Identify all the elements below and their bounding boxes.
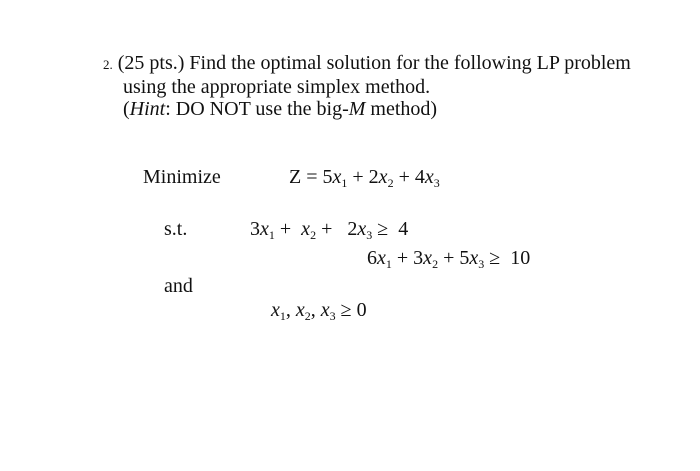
problem-line-2: using the appropriate simplex method. bbox=[123, 76, 431, 98]
hint-word: Hint bbox=[129, 98, 166, 120]
problem-hint: (Hint: DO NOT use the big-M method) bbox=[123, 98, 438, 120]
constraint-2: $6x_1 + 3x_2 + 5x_3 \ge 10$ bbox=[367, 247, 531, 271]
problem-points: (25 pts.) bbox=[117, 52, 185, 74]
label-and: and bbox=[164, 275, 193, 297]
objective-function: $Z = 5x_1 + 2x_2 + 4x_3$ bbox=[289, 166, 440, 190]
problem-line-1 bbox=[103, 51, 631, 77]
nonnegativity-constraint: $x_1$, $x_2$, $x_3 \ge 0$ bbox=[271, 299, 367, 323]
constraint-1: $3x_1 + x_2 + 2x_3 \ge 4$ bbox=[250, 218, 409, 242]
objective-var: Z bbox=[289, 166, 302, 188]
problem-text-line-1: Find the optimal solution for the following LP problem bbox=[189, 52, 631, 74]
problem-number: 2. bbox=[103, 57, 113, 72]
label-minimize: Minimize bbox=[143, 166, 221, 188]
hint-M: M bbox=[348, 98, 366, 120]
label-st: s.t. bbox=[164, 218, 188, 240]
